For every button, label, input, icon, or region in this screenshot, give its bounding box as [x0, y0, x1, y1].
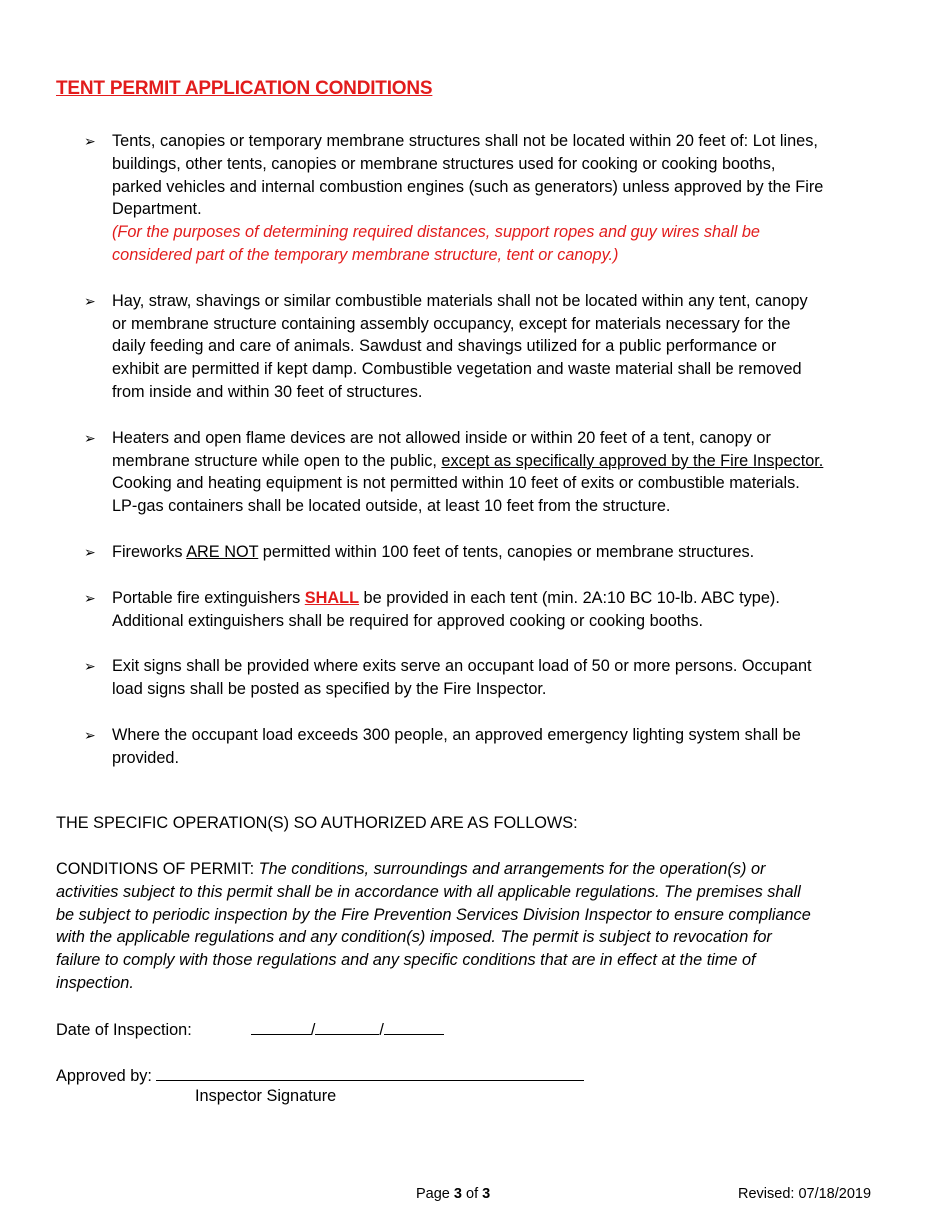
arrow-bullet-icon: ➢ [84, 589, 96, 606]
arrow-bullet-icon: ➢ [84, 133, 96, 149]
condition-text: permitted within 100 feet of tents, canopies or membrane structures. [258, 542, 755, 561]
page-title: TENT PERMIT APPLICATION CONDITIONS [56, 78, 433, 99]
total-pages: 3 [482, 1186, 491, 1202]
list-item [84, 541, 824, 564]
list-item [84, 587, 824, 633]
arrow-bullet-icon: ➢ [84, 429, 96, 446]
inspection-date-row [56, 1017, 444, 1042]
condition-text: Where the occupant load exceeds 300 people, an approved emergency lighting system shall be provided. [112, 725, 801, 767]
inspection-day-field[interactable] [315, 1017, 379, 1035]
approved-by-label: Approved by: [56, 1067, 157, 1085]
conditions-body: The conditions, surroundings and arrangements for the operation(s) or activities subject to this permit shall be in accordance with all applicable regulations. The premises shall be subject to periodic inspection by the Fire Prevention Services Division Inspector to ensure compliance with the applicable regulations and any condition(s) imposed. The permit is subject to revocation for failure to comply with those regulations and any specific conditions that are in effect at the time of inspection. [56, 860, 811, 992]
inspection-year-field[interactable] [384, 1017, 444, 1035]
condition-text: Hay, straw, shavings or similar combustible materials shall not be located within any tent, canopy or membrane structure containing assembly occupancy, except for materials necessary for the daily feeding and care of animals. Sawdust and shavings utilized for a public performance or exhibit are permitted if kept damp. Combustible vegetation and waste material shall be removed from inside and within 30 feet of structures. [112, 291, 808, 401]
list-item [84, 290, 824, 404]
conditions-list [84, 130, 824, 770]
condition-text: Tents, canopies or temporary membrane structures shall not be located within 20 feet of: Lot lines, buildings, other tents, canopies or membrane structures used for cooking or cooking booths, parked vehicles and internal combustion engines (such as generators) unless approved by the Fire Department. [112, 132, 824, 219]
list-item [84, 130, 824, 267]
list-item [84, 724, 824, 770]
revision-date: Revised: 07/18/2019 [738, 1186, 872, 1202]
arrow-bullet-icon: ➢ [84, 292, 96, 309]
condition-text: Exit signs shall be provided where exits serve an occupant load of 50 or more persons. Occupant load signs shall be posted as specified by the Fire Inspector. [112, 657, 812, 699]
operations-heading: THE SPECIFIC OPERATION(S) SO AUTHORIZED ARE AS FOLLOWS: [56, 814, 578, 832]
current-page: 3 [453, 1186, 462, 1202]
condition-text: Portable fire extinguishers [112, 588, 305, 607]
inspection-month-field[interactable] [251, 1017, 311, 1035]
list-item [84, 655, 824, 701]
signature-caption: Inspector Signature [195, 1087, 337, 1105]
condition-note: (For the purposes of determining required distances, support ropes and guy wires shall be considered part of the temporary membrane structure, tent or canopy.) [112, 223, 760, 264]
condition-text: Cooking and heating equipment is not permitted within 10 feet of exits or combustible materials. LP-gas containers shall be located outside, at least 10 feet from the structure. [112, 474, 800, 516]
condition-text: Fireworks [112, 542, 187, 561]
signature-field[interactable] [156, 1063, 584, 1081]
inspection-date-label: Date of Inspection: [56, 1021, 192, 1039]
condition-text: Heaters and open flame devices are not allowed inside or within 20 feet of a tent, canopy or membrane structure while open to the public, [112, 428, 771, 470]
condition-emphasis: except as specifically approved by the Fire Inspector. [441, 451, 824, 470]
page-number: Page 3 of 3 [416, 1186, 491, 1202]
date-separator: / [310, 1021, 316, 1039]
list-item [84, 427, 824, 518]
date-separator: / [379, 1021, 384, 1039]
conditions-of-permit [56, 858, 816, 995]
condition-emphasis: ARE NOT [186, 542, 259, 561]
condition-emphasis: SHALL [304, 588, 360, 607]
arrow-bullet-icon: ➢ [84, 658, 96, 675]
arrow-bullet-icon: ➢ [84, 726, 96, 743]
condition-text: be provided in each tent (min. 2A:10 BC 10-lb. ABC type). Additional extinguishers shall be required for approved cooking or cooking booths. [112, 588, 780, 630]
conditions-label: CONDITIONS OF PERMIT: [56, 860, 259, 878]
arrow-bullet-icon: ➢ [84, 543, 96, 560]
